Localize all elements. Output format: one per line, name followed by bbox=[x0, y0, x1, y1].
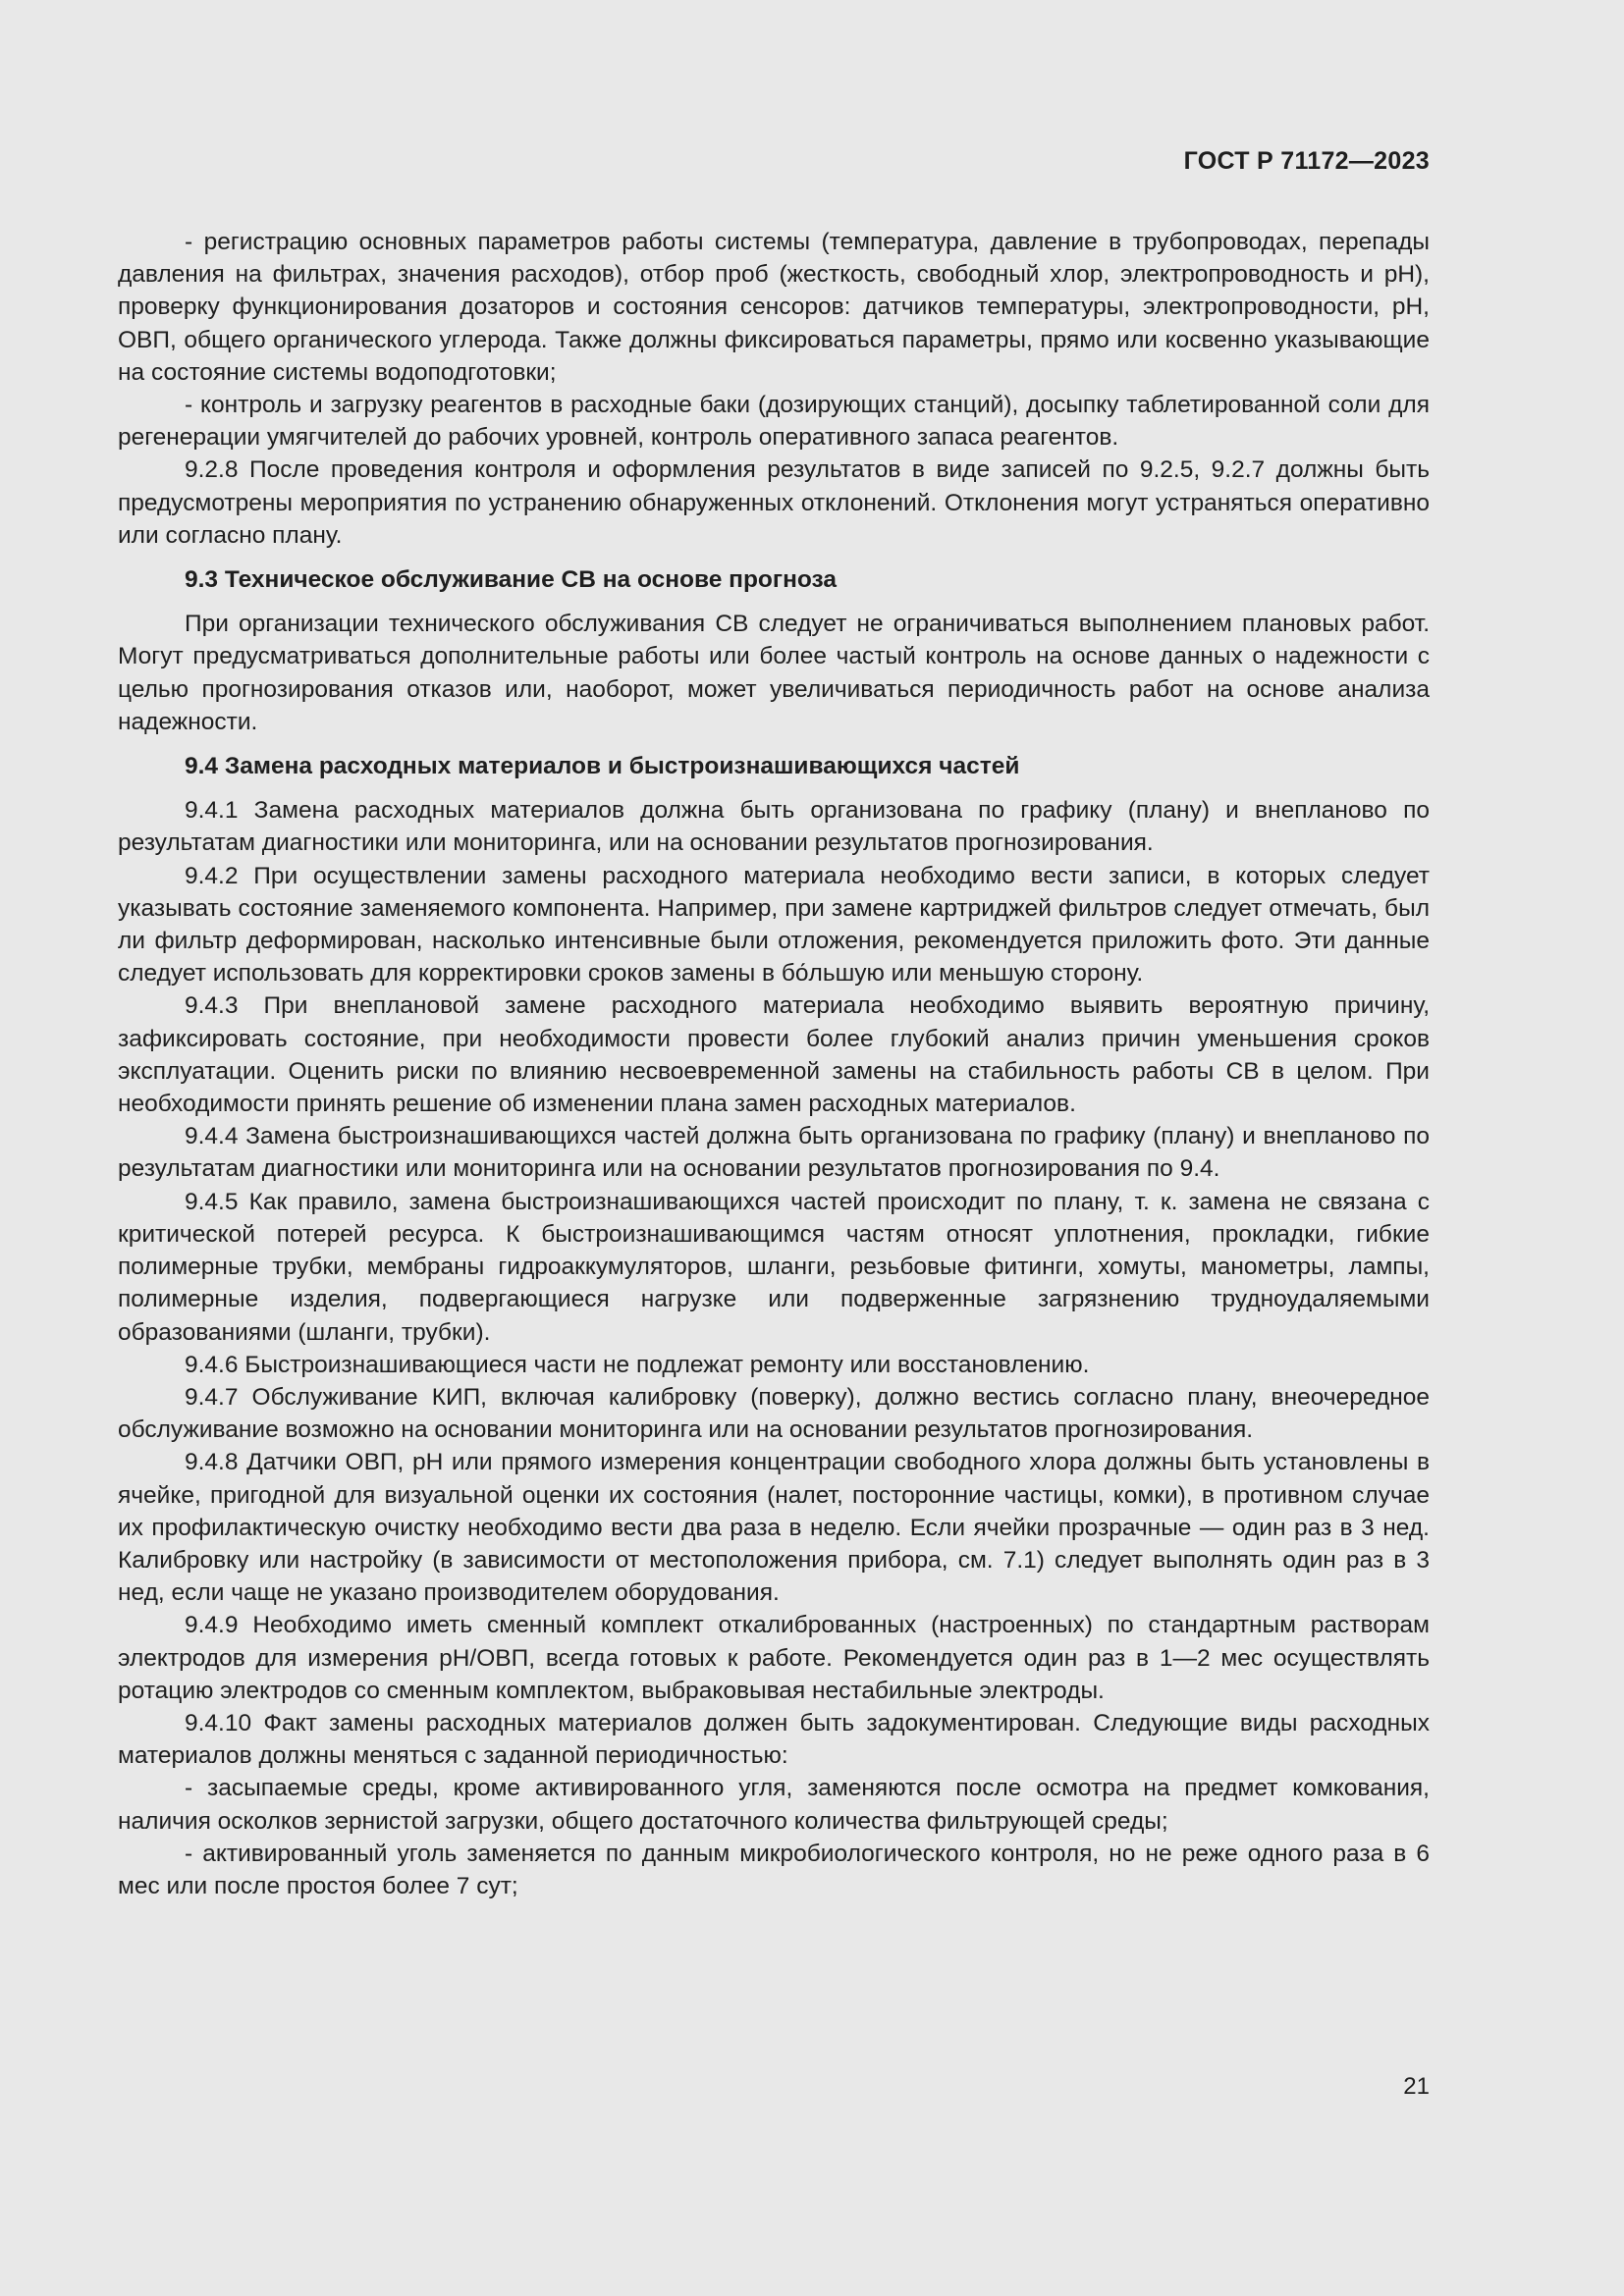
document-number: ГОСТ Р 71172—2023 bbox=[1183, 147, 1430, 175]
paragraph: 9.4.3 При внеплановой замене расходного материала необходимо выявить вероятную причину, зафиксировать состояние, при необходимости провести более глубокий анализ причин уменьшения сроков эксплуатации. Оценить риски по влиянию несвоевременной замены на стабильность работы СВ в целом. При необходимости принять решение об изменении плана замен расходных материалов. bbox=[118, 992, 1430, 1118]
list-item: - контроль и загрузку реагентов в расходные баки (дозирующих станций), досыпку таблетированной соли для регенерации умягчителей до рабочих уровней, контроль оперативного запаса реагентов. bbox=[118, 392, 1430, 452]
paragraph: 9.4.1 Замена расходных материалов должна быть организована по графику (плану) и внепланово по результатам диагностики или мониторинга, или на основании результатов прогнозирования. bbox=[118, 797, 1430, 857]
paragraph: 9.2.8 После проведения контроля и оформления результатов в виде записей по 9.2.5, 9.2.7 должны быть предусмотрены мероприятия по устранению обнаруженных отклонений. Отклонения могут устраняться оперативно или согласно плану. bbox=[118, 456, 1430, 549]
section-heading: 9.3 Техническое обслуживание СВ на основе прогноза bbox=[185, 566, 838, 594]
paragraph: 9.4.5 Как правило, замена быстроизнашивающихся частей происходит по плану, т. к. замена не связана с критической потерей ресурса. К быстроизнашивающимся частям относят уплотнения, прокладки, гибкие полимерные трубки, мембраны гидроаккумуляторов, шланги, резьбовые фитинги, хомуты, манометры, лампы, полимерные изделия, подвергающиеся нагрузке или подверженные загрязнению трудноудаляемыми образованиями (шланги, трубки). bbox=[118, 1188, 1430, 1346]
paragraph: 9.4.8 Датчики ОВП, рН или прямого измерения концентрации свободного хлора должны быть установлены в ячейке, пригодной для визуальной оценки их состояния (налет, посторонние частицы, комки), в противном случае их профилактическую очистку необходимо вести два раза в неделю. Если ячейки прозрачные — один раз в 3 нед. Калибровку или настройку (в зависимости от местоположения прибора, см. 7.1) следует выполнять один раз в 3 нед, если чаще не указано производителем оборудования. bbox=[118, 1449, 1430, 1607]
paragraph: 9.4.7 Обслуживание КИП, включая калибровку (поверку), должно вестись согласно плану, внеочередное обслуживание возможно на основании мониторинга или на основании результатов прогнозирования. bbox=[118, 1383, 1430, 1444]
list-item: - регистрацию основных параметров работы системы (температура, давление в трубопроводах, перепады давления на фильтрах, значения расходов), отбор проб (жесткость, свободный хлор, электропроводность и рН), проверку функционирования дозаторов и состояния сенсоров: датчиков температуры, электропроводности, рН, ОВП, общего органического углерода. Также должны фиксироваться параметры, прямо или косвенно указывающие на состояние системы водоподготовки; bbox=[118, 229, 1430, 386]
page-number: 21 bbox=[1403, 2073, 1430, 2100]
paragraph: 9.4.9 Необходимо иметь сменный комплект откалиброванных (настроенных) по стандартным растворам электродов для измерения рН/ОВП, всегда готовых к работе. Рекомендуется один раз в 1—2 мес осуществлять ротацию электродов со сменным комплектом, выбраковывая нестабильные электроды. bbox=[118, 1612, 1430, 1704]
section-heading: 9.4 Замена расходных материалов и быстроизнашивающихся частей bbox=[185, 753, 1020, 780]
document-body bbox=[118, 226, 1430, 1902]
paragraph: 9.4.6 Быстроизнашивающиеся части не подлежат ремонту или восстановлению. bbox=[185, 1351, 1090, 1378]
list-item: - активированный уголь заменяется по данным микробиологического контроля, но не реже одного раза в 6 мес или после простоя более 7 сут; bbox=[118, 1840, 1430, 1899]
paragraph: 9.4.4 Замена быстроизнашивающихся частей должна быть организована по графику (плану) и внепланово по результатам диагностики или мониторинга или на основании результатов прогнозирования по 9.4. bbox=[118, 1123, 1430, 1183]
paragraph: 9.4.10 Факт замены расходных материалов должен быть задокументирован. Следующие виды расходных материалов должны меняться с заданной периодичностью: bbox=[118, 1709, 1430, 1770]
paragraph: При организации технического обслуживания СВ следует не ограничиваться выполнением плановых работ. Могут предусматриваться дополнительные работы или более частый контроль на основе данных о надежности с целью прогнозирования отказов или, наоборот, может увеличиваться периодичность работ на основе анализа надежности. bbox=[118, 611, 1430, 735]
document-page bbox=[118, 0, 1430, 2296]
list-item: - засыпаемые среды, кроме активированного угля, заменяются после осмотра на предмет комкования, наличия осколков зернистой загрузки, общего достаточного количества фильтрующей среды; bbox=[118, 1775, 1430, 1835]
paragraph: 9.4.2 При осуществлении замены расходного материала необходимо вести записи, в которых следует указывать состояние заменяемого компонента. Например, при замене картриджей фильтров следует отмечать, был ли фильтр деформирован, насколько интенсивные были отложения, рекомендуется приложить фото. Эти данные следует использовать для корректировки сроков замены в бо́льшую или меньшую сторону. bbox=[118, 862, 1430, 988]
